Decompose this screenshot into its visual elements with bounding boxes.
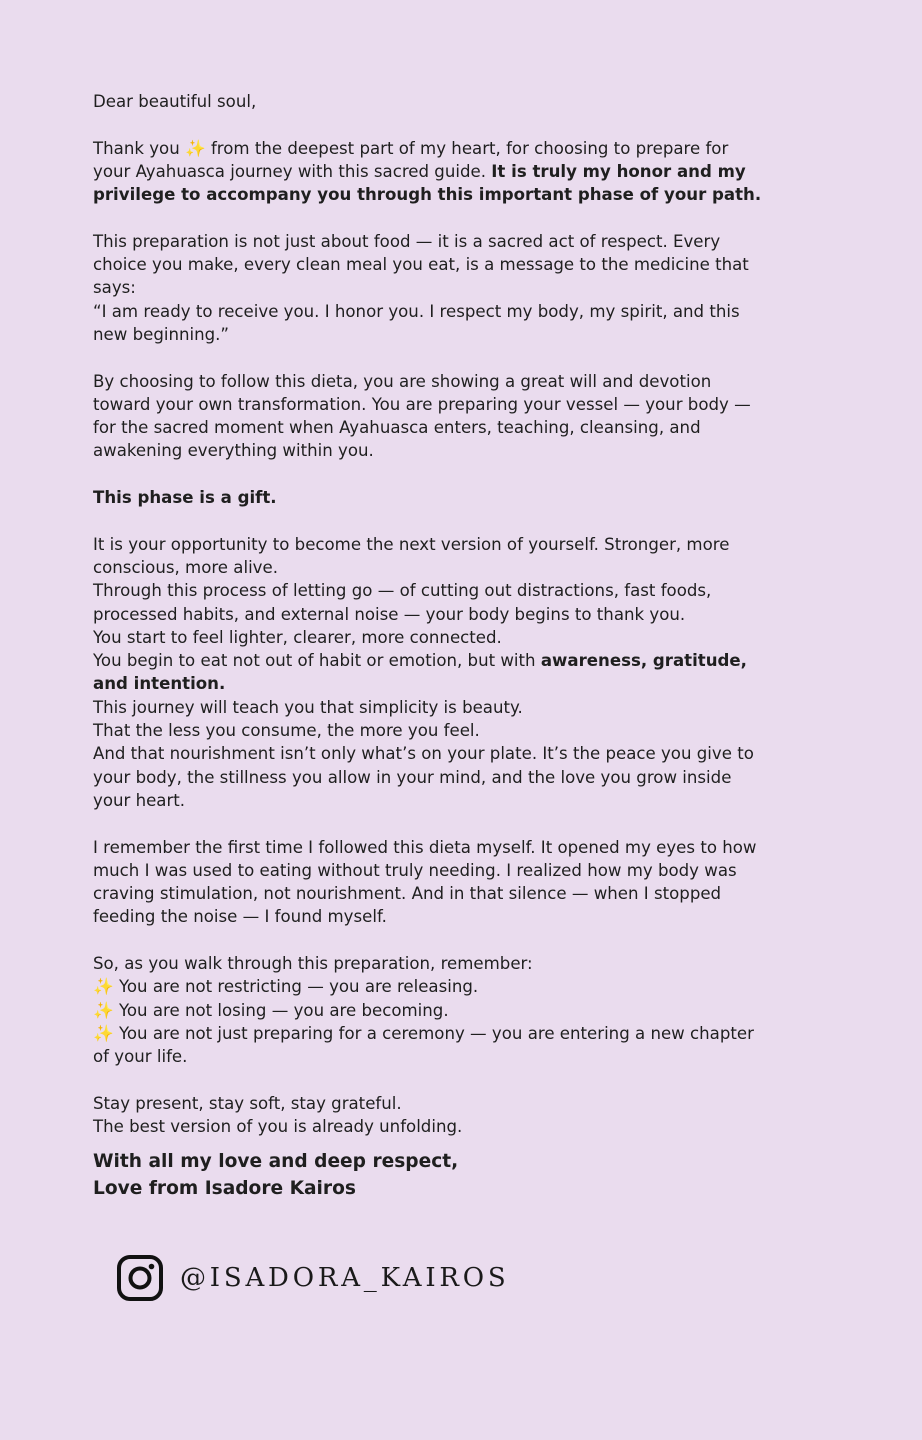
gift-heading: This phase is a gift. [93, 488, 277, 508]
remember-intro: So, as you walk through this preparation, remember: [93, 953, 533, 973]
letting-go-line: Through this process of letting go — of cutting out distractions, fast foods, processed habits, and external noise — your body begins to thank you. [93, 581, 712, 624]
honor-statement: It is truly my honor and my privilege to accompany you through this important phase of your path. [93, 161, 762, 205]
instagram-icon[interactable] [116, 1254, 164, 1302]
sparkle-icon: ✨ [93, 1000, 114, 1020]
nourishment-line: And that nourishment isn’t only what’s on your plate. It’s the peace you give to your body, the stillness you allow in your mind, and the love you grow inside your heart. [93, 744, 754, 810]
paragraph-preparation: This preparation is not just about food — it is a sacred act of respect. Every choice you make, every clean meal you eat, is a message to the medicine that says: [93, 231, 749, 298]
closing-author: Love from Isadore Kairos [93, 1178, 356, 1200]
lighter-line: You start to feel lighter, clearer, more connected. [93, 627, 502, 647]
bullet-item: ✨ You are not just preparing for a ceremony — you are entering a new chapter of your life. [93, 1023, 754, 1067]
paragraph-memory: I remember the first time I followed this dieta myself. It opened my eyes to how much I was used to eating without truly needing. I realized how my body was craving stimulation, not nourishment. And in that silence — when I stopped feeding the noise — I found myself. [93, 837, 757, 927]
closing-signature [93, 1148, 765, 1202]
paragraph-thanks: Thank you ✨ from the deepest part of my heart, for choosing to prepare for your Ayahuasca journey with this sacred guide. It is truly my honor and my privilege to accompany you through this important phase of your path. [93, 138, 762, 205]
sparkle-icon: ✨ [93, 977, 114, 997]
awareness-emphasis: awareness, gratitude, and intention. [93, 651, 747, 694]
sparkle-icon: ✨ [93, 1023, 114, 1043]
closing-respect: With all my love and deep respect, [93, 1151, 459, 1173]
awareness-line: You begin to eat not out of habit or emotion, but with awareness, gratitude, and intention. [93, 651, 747, 694]
instagram-handle[interactable]: @ISADORA_KAIROS [180, 1263, 510, 1293]
paragraph-dieta: By choosing to follow this dieta, you are showing a great will and devotion toward your own transformation. You are preparing your vessel — your body — for the sacred moment when Ayahuasca enters, teaching, cleansing, and awakening everything within you. [93, 371, 751, 461]
affirmation-quote: “I am ready to receive you. I honor you. I respect my body, my spirit, and this new beginning.” [93, 301, 740, 344]
stay-present-line: Stay present, stay soft, stay grateful. [93, 1093, 402, 1113]
best-version-line: The best version of you is already unfolding. [93, 1117, 463, 1137]
consume-line: That the less you consume, the more you feel. [93, 721, 480, 741]
social-handle-block[interactable] [116, 1254, 510, 1302]
greeting: Dear beautiful soul, [93, 92, 257, 111]
simplicity-line: This journey will teach you that simplicity is beauty. [93, 697, 523, 717]
opportunity-line: It is your opportunity to become the next version of yourself. Stronger, more conscious, more alive. [93, 534, 730, 577]
bullet-item: ✨ You are not restricting — you are releasing. [93, 977, 479, 997]
letter-body [93, 90, 765, 1202]
bullet-item: ✨ You are not losing — you are becoming. [93, 1000, 449, 1020]
sparkle-icon: ✨ [185, 138, 206, 158]
